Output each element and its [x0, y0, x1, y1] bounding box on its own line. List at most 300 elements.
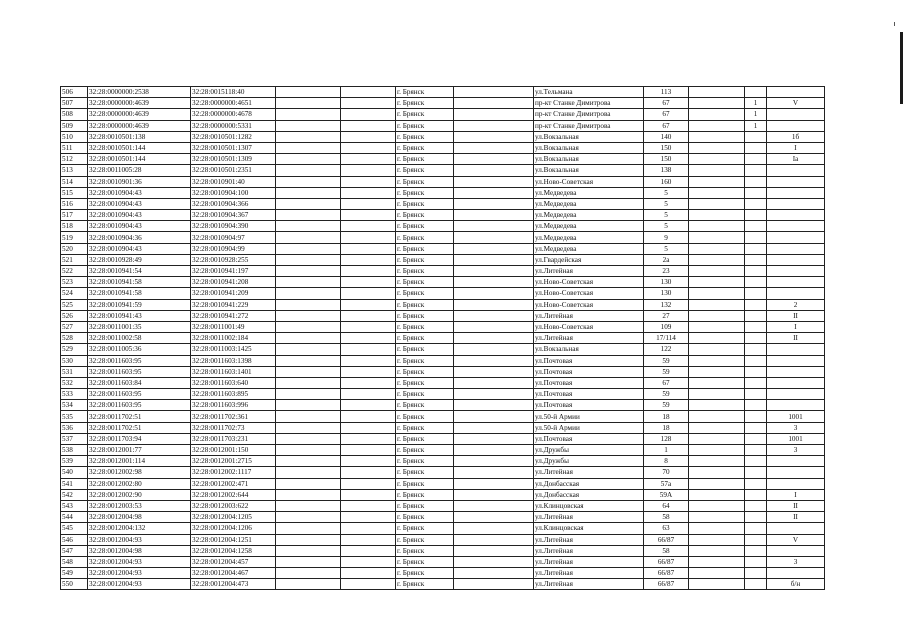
cell-cad-parent: 32:28:0010901:36	[88, 176, 191, 187]
cell-city: г. Брянск	[396, 545, 454, 556]
cell-blank-c	[454, 568, 534, 579]
cell-blank-b	[341, 545, 396, 556]
cell-city: г. Брянск	[396, 310, 454, 321]
cell-blank-d	[689, 299, 745, 310]
cell-extra	[745, 154, 767, 165]
cell-street: ул.Литейная	[534, 512, 644, 523]
cell-blank-b	[341, 333, 396, 344]
cell-blank-a	[276, 389, 341, 400]
cell-blank-a	[276, 523, 341, 534]
cell-cad-number: 32:28:0010941:208	[191, 277, 276, 288]
cell-cad-number: 32:28:0012004:1251	[191, 534, 276, 545]
cell-street: ул.Вокзальная	[534, 131, 644, 142]
cell-cad-number: 32:28:0012002:644	[191, 489, 276, 500]
cell-city: г. Брянск	[396, 579, 454, 590]
cell-cad-number: 32:28:0010501:1309	[191, 154, 276, 165]
cell-num: 522	[61, 266, 88, 277]
cell-cad-number: 32:28:0012004:1205	[191, 512, 276, 523]
cell-blank-a	[276, 221, 341, 232]
cell-extra	[745, 254, 767, 265]
cell-blank-a	[276, 456, 341, 467]
cell-room	[767, 120, 825, 131]
cell-extra	[745, 400, 767, 411]
cell-blank-c	[454, 176, 534, 187]
table-row	[61, 266, 825, 277]
cell-blank-a	[276, 187, 341, 198]
cell-blank-d	[689, 142, 745, 153]
cell-street: ул.Почтовая	[534, 400, 644, 411]
cell-blank-a	[276, 579, 341, 590]
cell-blank-d	[689, 187, 745, 198]
cell-street: пр-кт Станке Димитрова	[534, 120, 644, 131]
cell-cad-parent: 32:28:0012004:93	[88, 556, 191, 567]
cell-house: 58	[644, 545, 689, 556]
cell-house: 150	[644, 154, 689, 165]
cell-blank-b	[341, 579, 396, 590]
cell-blank-c	[454, 355, 534, 366]
cell-num: 544	[61, 512, 88, 523]
cell-cad-parent: 32:28:0010941:58	[88, 288, 191, 299]
cell-room	[767, 221, 825, 232]
cell-house: 140	[644, 131, 689, 142]
cell-num: 531	[61, 366, 88, 377]
cell-cad-number: 32:28:0010901:40	[191, 176, 276, 187]
cell-cad-number: 32:28:0010904:390	[191, 221, 276, 232]
cell-blank-d	[689, 411, 745, 422]
table-row	[61, 131, 825, 142]
cell-extra	[745, 366, 767, 377]
cell-extra	[745, 165, 767, 176]
cell-blank-b	[341, 534, 396, 545]
cell-street: ул.Вокзальная	[534, 142, 644, 153]
cell-house: 8	[644, 456, 689, 467]
cell-blank-a	[276, 512, 341, 523]
table-row	[61, 288, 825, 299]
cell-street: ул.Дружбы	[534, 456, 644, 467]
cell-cad-number: 32:28:0010904:366	[191, 198, 276, 209]
cell-room: 3	[767, 556, 825, 567]
cell-num: 516	[61, 198, 88, 209]
cell-house: 59	[644, 355, 689, 366]
cell-house: 109	[644, 321, 689, 332]
cell-blank-d	[689, 556, 745, 567]
cell-blank-b	[341, 556, 396, 567]
cell-cad-parent: 32:28:0000000:2538	[88, 87, 191, 98]
cell-blank-b	[341, 523, 396, 534]
cell-street: ул.Литейная	[534, 545, 644, 556]
cell-extra	[745, 210, 767, 221]
cell-house: 70	[644, 467, 689, 478]
cell-cad-parent: 32:28:0011603:84	[88, 377, 191, 388]
cell-room: 3	[767, 422, 825, 433]
cell-extra	[745, 232, 767, 243]
cell-blank-b	[341, 512, 396, 523]
cell-room: I	[767, 489, 825, 500]
table-row	[61, 120, 825, 131]
table-row	[61, 187, 825, 198]
cell-cad-parent: 32:28:0010941:58	[88, 277, 191, 288]
cell-blank-a	[276, 142, 341, 153]
cell-cad-number: 32:28:0012004:467	[191, 568, 276, 579]
cell-cad-number: 32:28:0010904:100	[191, 187, 276, 198]
cell-room	[767, 344, 825, 355]
cell-street: ул.Медведева	[534, 232, 644, 243]
cell-blank-c	[454, 210, 534, 221]
cell-city: г. Брянск	[396, 321, 454, 332]
cell-extra	[745, 512, 767, 523]
cell-cad-number: 32:28:0012003:622	[191, 500, 276, 511]
table-row	[61, 556, 825, 567]
cell-blank-b	[341, 243, 396, 254]
cell-num: 549	[61, 568, 88, 579]
cell-extra	[745, 422, 767, 433]
cell-blank-b	[341, 299, 396, 310]
cell-blank-d	[689, 198, 745, 209]
table-row	[61, 321, 825, 332]
cell-extra	[745, 523, 767, 534]
cell-blank-d	[689, 568, 745, 579]
cell-blank-b	[341, 568, 396, 579]
cell-blank-a	[276, 445, 341, 456]
cell-num: 534	[61, 400, 88, 411]
cell-blank-c	[454, 87, 534, 98]
cell-blank-c	[454, 232, 534, 243]
cell-num: 517	[61, 210, 88, 221]
cell-cad-parent: 32:28:0010941:54	[88, 266, 191, 277]
cell-cad-number: 32:28:0012001:150	[191, 445, 276, 456]
cell-blank-d	[689, 98, 745, 109]
cell-extra: 1	[745, 98, 767, 109]
cell-cad-parent: 32:28:0012004:132	[88, 523, 191, 534]
cell-blank-c	[454, 545, 534, 556]
cell-blank-b	[341, 377, 396, 388]
cell-street: ул.Литейная	[534, 579, 644, 590]
cell-blank-b	[341, 355, 396, 366]
cell-num: 537	[61, 433, 88, 444]
cell-house: 58	[644, 512, 689, 523]
cell-num: 511	[61, 142, 88, 153]
cell-street: ул.Клинцовская	[534, 523, 644, 534]
cell-blank-c	[454, 277, 534, 288]
cell-street: ул.Почтовая	[534, 389, 644, 400]
cell-blank-c	[454, 433, 534, 444]
cell-num: 538	[61, 445, 88, 456]
cell-blank-c	[454, 500, 534, 511]
cell-house: 64	[644, 500, 689, 511]
registry-table	[60, 86, 825, 590]
cell-room: б/н	[767, 579, 825, 590]
cell-street: ул.Литейная	[534, 310, 644, 321]
cell-room: 2	[767, 299, 825, 310]
cell-blank-c	[454, 187, 534, 198]
cell-num: 520	[61, 243, 88, 254]
cell-extra	[745, 131, 767, 142]
cell-cad-number: 32:28:0012002:471	[191, 478, 276, 489]
cell-cad-parent: 32:28:0012002:80	[88, 478, 191, 489]
cell-blank-b	[341, 154, 396, 165]
cell-num: 536	[61, 422, 88, 433]
cell-street: ул.Литейная	[534, 568, 644, 579]
cell-cad-number: 32:28:0011703:231	[191, 433, 276, 444]
cell-blank-b	[341, 165, 396, 176]
cell-city: г. Брянск	[396, 400, 454, 411]
cell-street: ул.Литейная	[534, 534, 644, 545]
cell-cad-parent: 32:28:0011005:28	[88, 165, 191, 176]
cell-city: г. Брянск	[396, 243, 454, 254]
cell-house: 67	[644, 98, 689, 109]
cell-blank-b	[341, 210, 396, 221]
cell-blank-c	[454, 422, 534, 433]
cell-city: г. Брянск	[396, 232, 454, 243]
cell-blank-d	[689, 344, 745, 355]
cell-extra	[745, 277, 767, 288]
cell-blank-b	[341, 445, 396, 456]
cell-house: 59А	[644, 489, 689, 500]
cell-blank-b	[341, 288, 396, 299]
cell-cad-number: 32:28:0010904:99	[191, 243, 276, 254]
cell-room	[767, 355, 825, 366]
cell-city: г. Брянск	[396, 568, 454, 579]
table-row	[61, 87, 825, 98]
cell-street: ул.Ново-Советская	[534, 176, 644, 187]
cell-cad-number: 32:28:0012002:1117	[191, 467, 276, 478]
cell-cad-number: 32:28:0010941:197	[191, 266, 276, 277]
table-row	[61, 467, 825, 478]
cell-room	[767, 366, 825, 377]
cell-house: 2а	[644, 254, 689, 265]
cell-blank-b	[341, 266, 396, 277]
cell-city: г. Брянск	[396, 534, 454, 545]
cell-city: г. Брянск	[396, 98, 454, 109]
cell-extra	[745, 243, 767, 254]
cell-city: г. Брянск	[396, 87, 454, 98]
cell-blank-d	[689, 456, 745, 467]
cell-cad-number: 32:28:0011003:1425	[191, 344, 276, 355]
cell-cad-number: 32:28:0011603:1398	[191, 355, 276, 366]
cell-num: 506	[61, 87, 88, 98]
cell-blank-d	[689, 333, 745, 344]
cell-blank-c	[454, 154, 534, 165]
cell-street: ул.Дружбы	[534, 445, 644, 456]
cell-blank-d	[689, 266, 745, 277]
table-row	[61, 154, 825, 165]
cell-extra: 1	[745, 109, 767, 120]
cell-room	[767, 87, 825, 98]
cell-blank-b	[341, 344, 396, 355]
cell-blank-b	[341, 131, 396, 142]
table-row	[61, 500, 825, 511]
cell-extra	[745, 321, 767, 332]
cell-num: 540	[61, 467, 88, 478]
cell-city: г. Брянск	[396, 187, 454, 198]
cell-city: г. Брянск	[396, 377, 454, 388]
cell-street: ул.Медведева	[534, 187, 644, 198]
cell-room	[767, 210, 825, 221]
cell-city: г. Брянск	[396, 422, 454, 433]
cell-blank-c	[454, 389, 534, 400]
cell-extra	[745, 355, 767, 366]
cell-blank-a	[276, 377, 341, 388]
cell-blank-c	[454, 478, 534, 489]
cell-house: 18	[644, 411, 689, 422]
cell-room	[767, 232, 825, 243]
table-row	[61, 232, 825, 243]
cell-blank-b	[341, 478, 396, 489]
cell-num: 539	[61, 456, 88, 467]
cell-cad-number: 32:28:0000000:4651	[191, 98, 276, 109]
cell-blank-b	[341, 389, 396, 400]
table-row	[61, 198, 825, 209]
cell-house: 17/114	[644, 333, 689, 344]
cell-num: 527	[61, 321, 88, 332]
cell-cad-number: 32:28:0011603:996	[191, 400, 276, 411]
cell-cad-parent: 32:28:0011603:95	[88, 389, 191, 400]
cell-city: г. Брянск	[396, 433, 454, 444]
cell-cad-number: 32:28:0012004:1258	[191, 545, 276, 556]
cell-city: г. Брянск	[396, 355, 454, 366]
table-row	[61, 456, 825, 467]
cell-cad-parent: 32:28:0010941:59	[88, 299, 191, 310]
cell-blank-b	[341, 232, 396, 243]
cell-cad-number: 32:28:0011603:895	[191, 389, 276, 400]
cell-street: ул.Донбасская	[534, 489, 644, 500]
cell-room	[767, 254, 825, 265]
cell-city: г. Брянск	[396, 389, 454, 400]
cell-cad-number: 32:28:0012001:2715	[191, 456, 276, 467]
cell-blank-b	[341, 198, 396, 209]
cell-room: I	[767, 142, 825, 153]
cell-blank-c	[454, 400, 534, 411]
cell-city: г. Брянск	[396, 489, 454, 500]
table-row	[61, 478, 825, 489]
table-row	[61, 243, 825, 254]
cell-cad-parent: 32:28:0012003:53	[88, 500, 191, 511]
cell-blank-a	[276, 355, 341, 366]
cell-cad-number: 32:28:0015118:40	[191, 87, 276, 98]
cell-num: 546	[61, 534, 88, 545]
cell-blank-a	[276, 176, 341, 187]
cell-blank-c	[454, 489, 534, 500]
cell-blank-d	[689, 254, 745, 265]
cell-cad-parent: 32:28:0012001:77	[88, 445, 191, 456]
cell-street: ул.Медведева	[534, 198, 644, 209]
cell-cad-parent: 32:28:0011603:95	[88, 366, 191, 377]
cell-num: 532	[61, 377, 88, 388]
cell-blank-d	[689, 176, 745, 187]
cell-blank-d	[689, 500, 745, 511]
cell-blank-a	[276, 366, 341, 377]
cell-blank-d	[689, 131, 745, 142]
cell-city: г. Брянск	[396, 456, 454, 467]
cell-street: ул.Медведева	[534, 210, 644, 221]
cell-city: г. Брянск	[396, 411, 454, 422]
cell-blank-b	[341, 120, 396, 131]
table-row	[61, 433, 825, 444]
cell-blank-a	[276, 120, 341, 131]
table-body	[61, 87, 825, 590]
cell-room	[767, 165, 825, 176]
cell-num: 518	[61, 221, 88, 232]
cell-street: пр-кт Станке Димитрова	[534, 98, 644, 109]
cell-num: 545	[61, 523, 88, 534]
cell-city: г. Брянск	[396, 333, 454, 344]
cell-extra	[745, 445, 767, 456]
cell-city: г. Брянск	[396, 467, 454, 478]
cell-extra	[745, 198, 767, 209]
cell-blank-c	[454, 534, 534, 545]
cell-blank-c	[454, 142, 534, 153]
cell-room: II	[767, 333, 825, 344]
cell-room	[767, 377, 825, 388]
cell-blank-c	[454, 109, 534, 120]
cell-room: I	[767, 321, 825, 332]
cell-extra	[745, 411, 767, 422]
cell-extra	[745, 568, 767, 579]
cell-city: г. Брянск	[396, 523, 454, 534]
cell-street: ул.Вокзальная	[534, 344, 644, 355]
cell-blank-c	[454, 120, 534, 131]
cell-num: 548	[61, 556, 88, 567]
cell-house: 18	[644, 422, 689, 433]
cell-extra	[745, 187, 767, 198]
cell-extra: 1	[745, 120, 767, 131]
table-row	[61, 523, 825, 534]
table-row	[61, 568, 825, 579]
cell-blank-d	[689, 277, 745, 288]
cell-cad-number: 32:28:0010941:209	[191, 288, 276, 299]
cell-street: ул.Вокзальная	[534, 154, 644, 165]
cell-blank-a	[276, 411, 341, 422]
cell-city: г. Брянск	[396, 366, 454, 377]
cell-room	[767, 277, 825, 288]
cell-blank-c	[454, 98, 534, 109]
cell-room: Ia	[767, 154, 825, 165]
cell-blank-c	[454, 456, 534, 467]
cell-blank-d	[689, 579, 745, 590]
cell-house: 5	[644, 187, 689, 198]
cell-room	[767, 456, 825, 467]
cell-house: 67	[644, 120, 689, 131]
cell-cad-parent: 32:28:0011002:58	[88, 333, 191, 344]
cell-extra	[745, 142, 767, 153]
cell-house: 138	[644, 165, 689, 176]
cell-city: г. Брянск	[396, 299, 454, 310]
cell-blank-d	[689, 109, 745, 120]
cell-blank-a	[276, 277, 341, 288]
cell-city: г. Брянск	[396, 154, 454, 165]
cell-blank-c	[454, 366, 534, 377]
cell-blank-a	[276, 310, 341, 321]
cell-house: 5	[644, 210, 689, 221]
cell-city: г. Брянск	[396, 254, 454, 265]
cell-blank-c	[454, 310, 534, 321]
cell-blank-a	[276, 87, 341, 98]
cell-blank-c	[454, 321, 534, 332]
table-row	[61, 98, 825, 109]
cell-blank-c	[454, 165, 534, 176]
cell-street: ул.Почтовая	[534, 355, 644, 366]
cell-room	[767, 176, 825, 187]
cell-extra	[745, 489, 767, 500]
cell-blank-b	[341, 277, 396, 288]
cell-cad-parent: 32:28:0012004:98	[88, 512, 191, 523]
cell-extra	[745, 456, 767, 467]
cell-cad-number: 32:28:0011603:640	[191, 377, 276, 388]
cell-num: 513	[61, 165, 88, 176]
cell-num: 525	[61, 299, 88, 310]
cell-extra	[745, 556, 767, 567]
cell-cad-parent: 32:28:0010501:144	[88, 142, 191, 153]
